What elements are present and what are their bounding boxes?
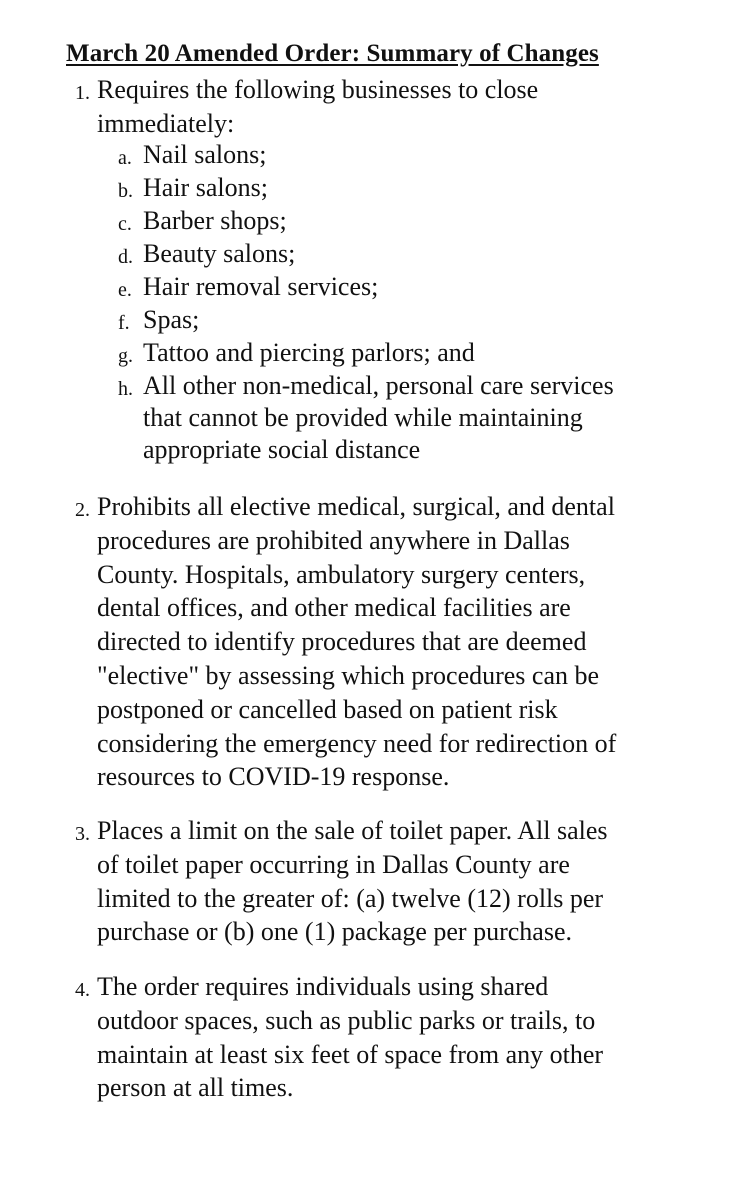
item-number: 4. — [75, 979, 90, 1001]
sub-item-letter: a. — [118, 147, 132, 169]
sub-item-text: Tattoo and piercing parlors; and — [143, 338, 475, 367]
sub-item-letter: c. — [118, 213, 132, 235]
sub-item-text: Barber shops; — [143, 206, 287, 235]
item-text: Requires the following businesses to close immediately: — [97, 75, 539, 138]
sub-item-text: Nail salons; — [143, 140, 267, 169]
sub-item-letter: d. — [118, 246, 133, 268]
sub-item-text: Beauty salons; — [143, 239, 296, 268]
item-number: 2. — [75, 499, 90, 521]
item-number: 3. — [75, 823, 90, 845]
sub-item-letter: g. — [118, 345, 133, 367]
item-number: 1. — [75, 82, 90, 104]
document-title: March 20 Amended Order: Summary of Changes — [66, 40, 599, 67]
sub-item-letter: h. — [118, 378, 133, 400]
item-text: Places a limit on the sale of toilet paper. All sales of toilet paper occurring in Dallas County are limited to the greater of: (a) twelve (12) rolls per purchase or (b) one (1) package per purchase. — [97, 816, 608, 947]
item-text: Prohibits all elective medical, surgical, and dental procedures are prohibited anywhere in Dallas County. Hospitals, ambulatory surgery centers, dental offices, and other medical facilities are directed to identify procedures that are deemed "elective" by assessing which procedures can be postponed or cancelled based on patient risk considering the emergency need for redirection of resources to COVID-19 response. — [97, 492, 617, 792]
item-text: The order requires individuals using shared outdoor spaces, such as public parks or trails, to maintain at least six feet of space from any other person at all times. — [97, 972, 604, 1103]
sub-item-letter: b. — [118, 180, 133, 202]
sub-item-letter: e. — [118, 279, 132, 301]
sub-item-letter: f. — [118, 312, 130, 334]
sub-item-text: Hair salons; — [143, 173, 268, 202]
sub-item-text: Spas; — [143, 305, 200, 334]
sub-item-text: Hair removal services; — [143, 272, 379, 301]
sub-item-text: All other non-medical, personal care services that cannot be provided while maintaining appropriate social distance — [143, 371, 614, 464]
